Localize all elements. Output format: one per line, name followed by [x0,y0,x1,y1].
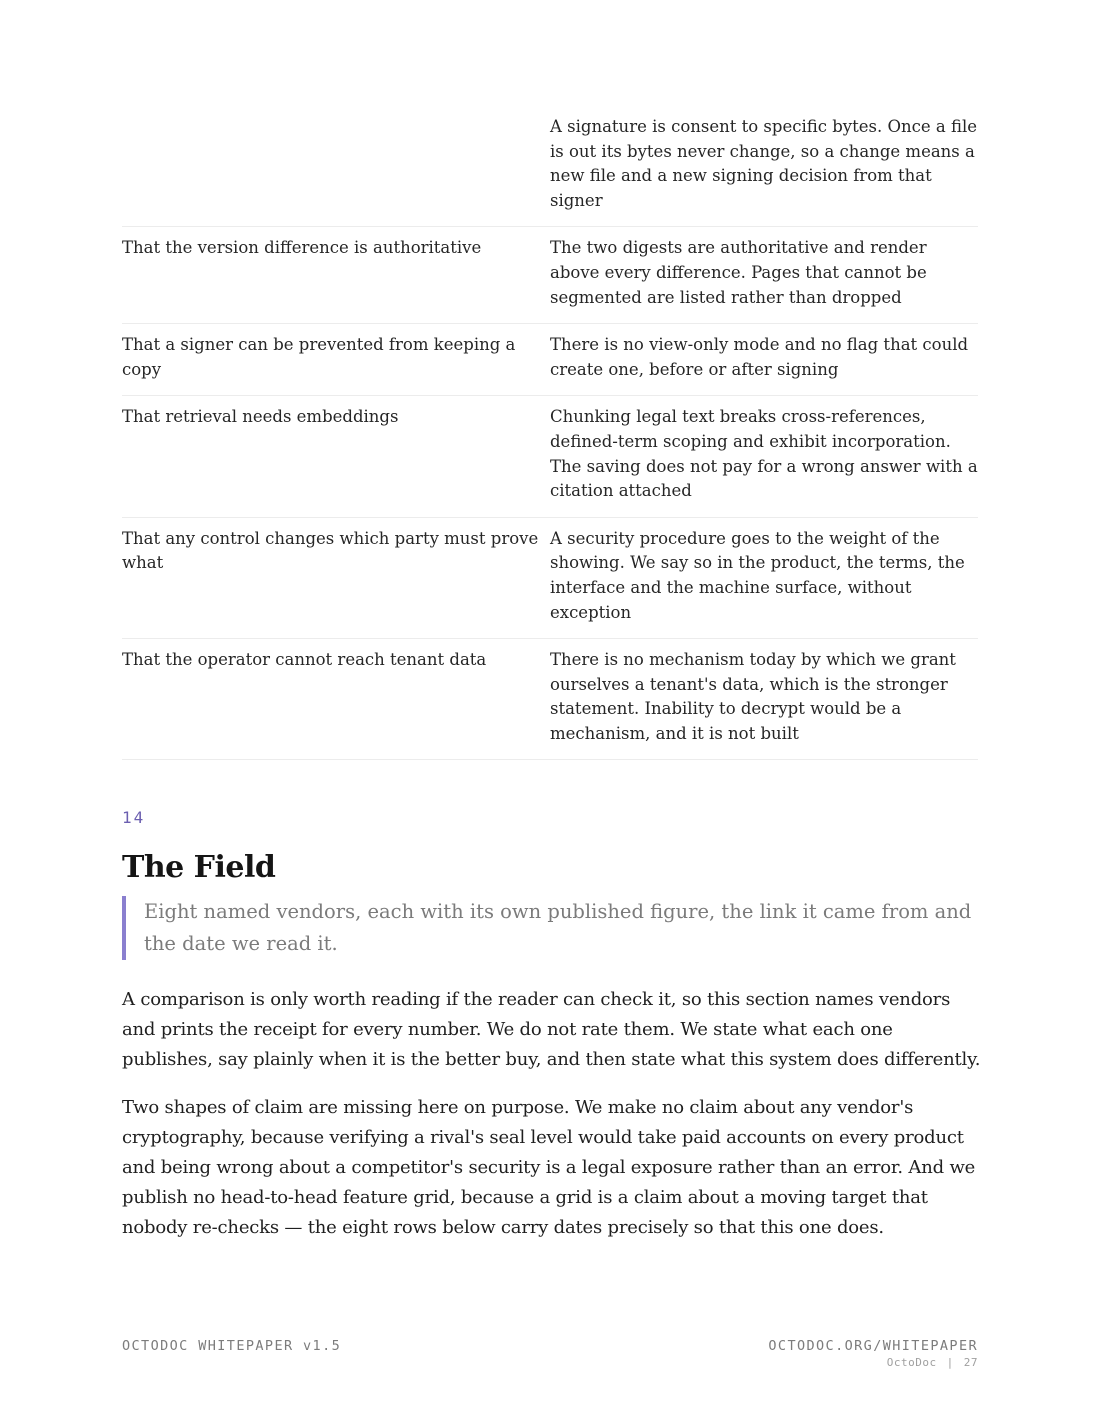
table-row [122,114,978,227]
footer-right [768,1338,978,1369]
claim-cell: That the version difference is authoritative [122,227,550,324]
section-number: 14 [122,808,146,827]
claim-cell: That retrieval needs embeddings [122,396,550,517]
response-cell: There is no mechanism today by which we grant ourselves a tenant's data, which is the stronger statement. Inability to decrypt would be a mechanism, and it is not built [550,639,978,760]
footer-url: OCTODOC.ORG/WHITEPAPER [768,1338,978,1354]
claims-table [122,114,978,760]
table-row [122,517,978,638]
claim-cell: That any control changes which party must prove what [122,517,550,638]
claim-cell: That a signer can be prevented from keeping a copy [122,324,550,396]
table-row [122,396,978,517]
section-title: The Field [122,850,276,885]
response-cell: A signature is consent to specific bytes. Once a file is out its bytes never change, so a change means a new file and a new signing decision from that signer [550,114,978,227]
response-cell: The two digests are authoritative and render above every difference. Pages that cannot be segmented are listed rather than dropped [550,227,978,324]
body-paragraph: Two shapes of claim are missing here on purpose. We make no claim about any vendor's cryptography, because verifying a rival's seal level would take paid accounts on every product and being wrong about a competitor's security is a legal exposure rather than an error. And we publish no head-to-head feature grid, because a grid is a claim about a moving target that nobody re-checks — the eight rows below carry dates precisely so that this one does. [122,1097,976,1238]
footer-meta [768,1356,978,1369]
table-row [122,227,978,324]
table-row [122,324,978,396]
table-row [122,639,978,760]
page-number: 27 [963,1356,978,1369]
claim-cell [122,114,550,227]
footer-separator: | [946,1356,954,1369]
body-paragraph: A comparison is only worth reading if the reader can check it, so this section names vendors and prints the receipt for every number. We do not rate them. We state what each one publishes, say plainly when it is the better buy, and then state what this system does differently. [122,989,981,1070]
footer-doc-title: OCTODOC WHITEPAPER v1.5 [122,1338,342,1354]
section-lede: Eight named vendors, each with its own published figure, the link it came from and the date we read it. [122,896,978,960]
footer-brand: OctoDoc [886,1356,937,1369]
claim-cell: That the operator cannot reach tenant data [122,639,550,760]
response-cell: Chunking legal text breaks cross-references, defined-term scoping and exhibit incorporation. The saving does not pay for a wrong answer with a citation attached [550,396,978,517]
response-cell: A security procedure goes to the weight of the showing. We say so in the product, the terms, the interface and the machine surface, without exception [550,517,978,638]
response-cell: There is no view-only mode and no flag that could create one, before or after signing [550,324,978,396]
